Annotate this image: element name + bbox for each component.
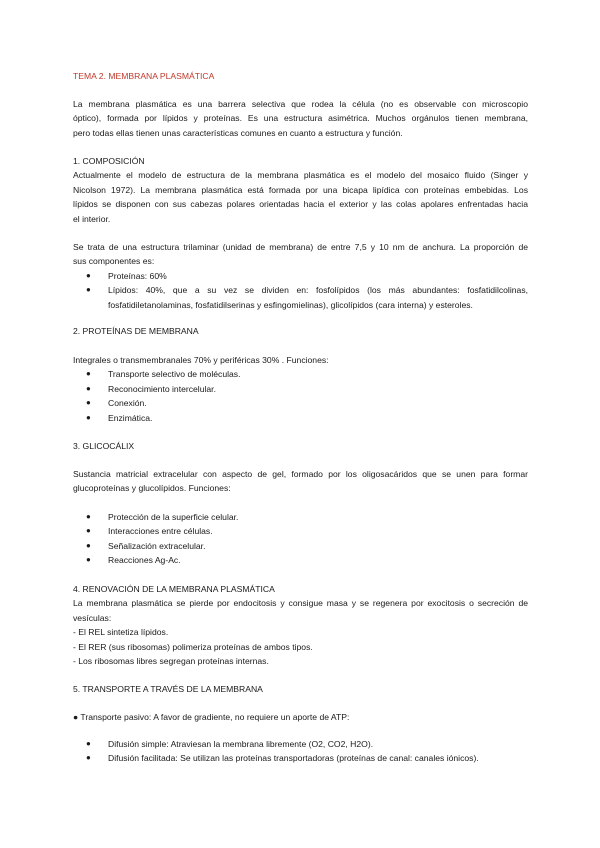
paragraph-line: glucoproteínas y glucolípidos. Funciones:: [73, 483, 231, 494]
intro-line: La membrana plasmática es una barrera selectiva que rodea la célula (no es observable con microscopio: [73, 99, 528, 109]
section-transporte: [73, 682, 528, 696]
section-renovacion: [73, 582, 528, 668]
section-glicocalix: [73, 439, 528, 453]
list-item: ● Reacciones Ag-Ac.: [73, 553, 528, 567]
paragraph-line: - Los ribosomas libres segregan proteínas internas.: [73, 656, 269, 667]
intro-paragraph: [73, 97, 528, 140]
bullet-icon: ●: [86, 739, 91, 748]
functions-list: [73, 510, 528, 568]
paragraph-line: Integrales o transmembranales 70% y periféricas 30% . Funciones:: [73, 355, 329, 365]
list-item: ● Transporte selectivo de moléculas.: [73, 367, 528, 381]
bullet-icon: ●: [86, 270, 91, 280]
bullet-icon: ●: [86, 555, 91, 565]
list-item: ● Interacciones entre células.: [73, 524, 528, 538]
section-heading: 2. PROTEÍNAS DE MEMBRANA: [73, 326, 199, 336]
section-heading: 4. RENOVACIÓN DE LA MEMBRANA PLASMÁTICA: [73, 584, 275, 594]
glicocalix-body: [73, 467, 528, 496]
page-title: TEMA 2. MEMBRANA PLASMÁTICA: [73, 71, 215, 81]
list-item: ● Difusión facilitada: Se utilizan las proteínas transportadoras (proteínas de canal: canales iónicos).: [73, 751, 528, 765]
proteinas-body: [73, 353, 528, 425]
transport-list: [73, 737, 528, 766]
list-item: ● Difusión simple: Atraviesan la membrana libremente (O2, CO2, H2O).: [73, 737, 528, 751]
paragraph-line: Actualmente el modelo de estructura de la membrana plasmática es el modelo del mosaico fluido (Singer y: [73, 170, 528, 181]
glicocalix-functions: [73, 510, 528, 568]
list-item: ● Lípidos: 40%, que a su vez se dividen en: fosfolípidos (los más abundantes: fosfatidilcolinas, fosfatidiletanolaminas, fosfatidilserinas y esfingomielinas), glicolípidos (cara interna) y esteroles.: [86, 285, 528, 310]
list-item: ● Reconocimiento intercelular.: [73, 382, 528, 396]
paragraph-line: - El RER (sus ribosomas) polimeriza proteínas de ambos tipos.: [73, 641, 313, 652]
bullet-icon: ●: [86, 540, 91, 550]
section-heading: 1. COMPOSICIÓN: [73, 156, 145, 166]
paragraph-line: Nicolson 1972). La membrana plasmática está formada por una bicapa lipídica con proteínas embebidas. Los: [73, 184, 528, 195]
paragraph-line: - El REL sintetiza lípidos.: [73, 627, 169, 638]
intro-line: pero todas ellas tienen unas características comunes en cuanto a estructura y función.: [73, 127, 403, 138]
paragraph-line: Se trata de una estructura trilaminar (unidad de membrana) de entre 7,5 y 10 nm de anchura. La proporción de: [73, 242, 528, 252]
bullet-icon: ●: [86, 383, 91, 393]
passive-types: [73, 737, 528, 766]
bullet-icon: ●: [86, 412, 91, 422]
bullet-icon: ●: [86, 398, 91, 408]
functions-list: [73, 367, 528, 425]
list-item: ● Conexión.: [73, 396, 528, 410]
paragraph-line: ● Transporte pasivo: A favor de gradiente, no requiere un aporte de ATP:: [73, 712, 350, 722]
list-item: ● Señalización extracelular.: [73, 539, 528, 553]
list-item: ● Protección de la superficie celular.: [73, 510, 528, 524]
bullet-icon: ●: [86, 369, 91, 379]
paragraph-line: vesículas:: [73, 612, 112, 623]
bullet-icon: ●: [86, 285, 91, 295]
list-item: ● Proteínas: 60%: [73, 269, 528, 283]
paragraph-line: La membrana plasmática se pierde por endocitosis y consigue masa y se regenera por exocitosis o secreción de: [73, 598, 528, 609]
paragraph-line: Sustancia matricial extracelular con aspecto de gel, formado por los oligosacáridos que se unen para formar: [73, 469, 528, 479]
paragraph-line: el interior.: [73, 213, 111, 224]
bullet-icon: ●: [86, 753, 91, 763]
bullet-icon: ●: [86, 512, 91, 521]
section-heading: 3. GLICOCÁLIX: [73, 441, 135, 451]
section-composicion: [73, 154, 528, 226]
paragraph-line: sus componentes es:: [73, 256, 155, 267]
section-heading: 5. TRANSPORTE A TRAVÉS DE LA MEMBRANA: [73, 684, 263, 694]
composition-list: [73, 269, 528, 312]
bullet-icon: ●: [86, 526, 91, 536]
section-proteinas: [73, 324, 528, 338]
passive-transport: [73, 710, 528, 724]
list-item: ● Enzimática.: [73, 411, 528, 425]
composition-paragraph: [73, 240, 528, 312]
intro-line: óptico), formada por lípidos y proteínas. Es una estructura asimétrica. Muchos orgánulos tienen membrana,: [73, 113, 528, 124]
paragraph-line: lípidos se disponen con sus cabezas polares orientadas hacia el exterior y las colas apolares enfrentadas hacia: [73, 199, 528, 210]
